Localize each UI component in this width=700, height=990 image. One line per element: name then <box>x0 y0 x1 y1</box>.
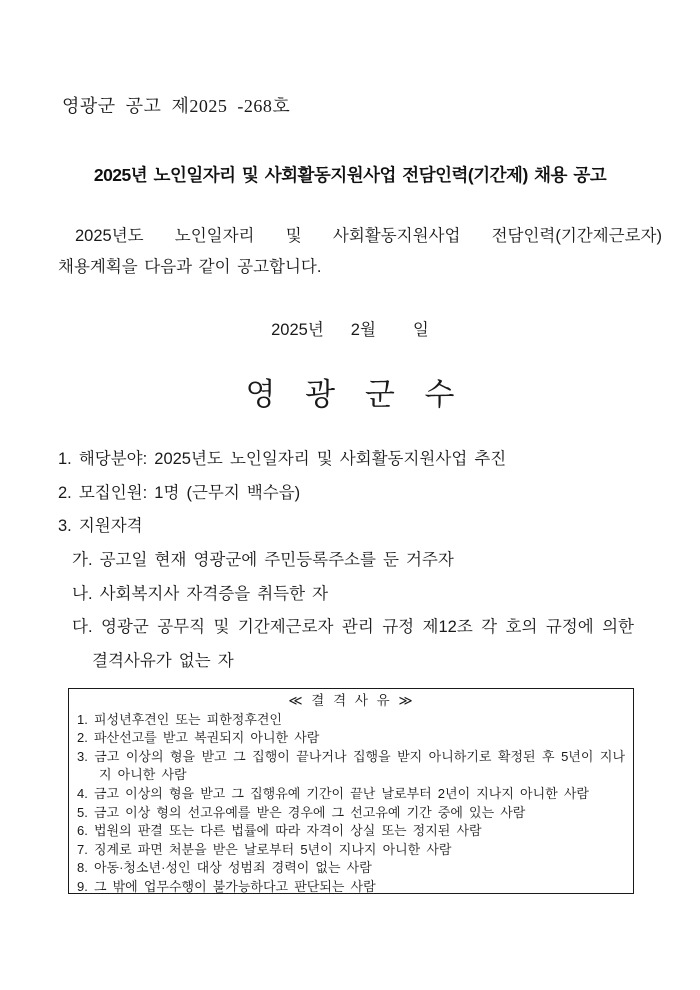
intro-paragraph <box>58 221 662 283</box>
disqualification-item: 9. 그 밖에 업무수행이 불가능하다고 판단되는 사람 <box>77 878 376 894</box>
announcement-date <box>0 316 700 340</box>
disqualification-item: 2. 파산선고를 받고 복권되지 아니한 사람 <box>77 730 320 746</box>
main-list <box>58 443 662 544</box>
eligibility-item-na: 나. 사회복지사 자격증을 취득한 자 <box>72 584 329 603</box>
date-month: 2월 <box>350 321 376 339</box>
disqualification-box <box>68 688 634 894</box>
date-day: 일 <box>412 321 429 339</box>
disqualification-item: 7. 징계로 파면 처분을 받은 날로부터 5년이 지나지 아니한 사람 <box>77 841 452 857</box>
disqualification-box-title: ≪ 결 격 사 유 ≫ <box>288 693 414 708</box>
date-year: 2025년 <box>271 321 324 339</box>
eligibility-list <box>72 544 634 678</box>
eligibility-item-ga: 가. 공고일 현재 영광군에 주민등록주소를 둔 거주자 <box>72 551 454 569</box>
eligibility-item-da-line1: 다. 영광군 공무직 및 기간제근로자 관리 규정 제12조 각 호의 규정에 의한 <box>72 618 634 636</box>
disqualification-item: 1. 피성년후견인 또는 피한정후견인 <box>77 711 282 727</box>
document-title: 2025년 노인일자리 및 사회활동지원사업 전담인력(기간제) 채용 공고 <box>93 165 607 185</box>
issuer-signature: 영 광 군 수 <box>245 377 455 412</box>
intro-line-2: 채용계획을 다음과 같이 공고합니다. <box>58 258 322 276</box>
disqualification-item: 5. 금고 이상 형의 선고유예를 받은 경우에 그 선고유예 기간 중에 있는 사람 <box>77 804 526 820</box>
disqualification-item: 8. 아동·청소년·성인 대상 성범죄 경력이 없는 사람 <box>77 860 372 876</box>
disqualification-item: 6. 법원의 판결 또는 다른 법률에 따라 자격이 상실 또는 정지된 사람 <box>77 823 482 839</box>
list-item-qualification: 3. 지원자격 <box>58 517 143 535</box>
notice-number: 영광군 공고 제2025 -268호 <box>62 96 291 116</box>
list-item-field: 1. 해당분야: 2025년도 노인일자리 및 사회활동지원사업 추진 <box>58 450 507 468</box>
eligibility-item-da-line2: 결격사유가 없는 자 <box>92 651 234 670</box>
disqualification-item: 3. 금고 이상의 형을 받고 그 집행이 끝나거나 집행을 받지 아니하기로 확정된 후 5년이 지나지 아니한 사람 <box>77 748 625 783</box>
intro-line-1: 2025년도 노인일자리 및 사회활동지원사업 전담인력(기간제근로자) <box>75 227 662 245</box>
list-item-headcount: 2. 모집인원: 1명 (근무지 백수읍) <box>58 483 301 502</box>
disqualification-item: 4. 금고 이상의 형을 받고 그 집행유예 기간이 끝난 날로부터 2년이 지나지 아니한 사람 <box>77 785 589 801</box>
